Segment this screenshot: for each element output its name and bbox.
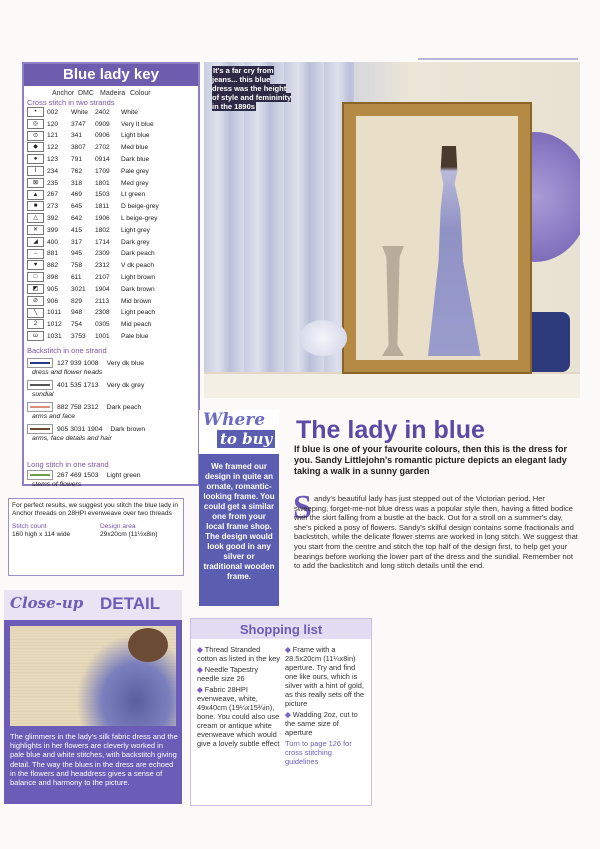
key-row [27, 249, 155, 259]
line-stitch-row [27, 424, 145, 434]
madeira-code: 2312 [95, 262, 110, 270]
madeira-code: 2107 [95, 273, 110, 281]
dmc-code: 758 [71, 262, 83, 270]
key-row [27, 166, 149, 176]
line-swatch [27, 402, 53, 412]
dmc-code: 611 [71, 273, 82, 281]
line-stitch-use: arms, face details and hair [32, 435, 112, 442]
colour-name: Dark blue [121, 155, 150, 163]
anchor-code: 234 [47, 167, 59, 175]
line-swatch [27, 380, 53, 390]
closeup-title-italic: Close-up [10, 594, 84, 612]
header-anchor: Anchor [52, 90, 75, 97]
key-symbol: ✕ [27, 225, 44, 235]
key-row [27, 178, 149, 188]
article-intro: If blue is one of your favourite colours, then this is the dress for you. Sandy Littlejohn's romantic picture depicts an elegant lady taking a walk in a sunny garden [294, 444, 568, 476]
key-row [27, 272, 155, 282]
stitch-count-value: 160 high x 114 wide [12, 531, 71, 539]
sundial-image [382, 246, 404, 356]
where-to-buy-title-1: Where [203, 410, 266, 430]
photo-caption: It's a far cry from jeans... this blue dress was the height of style and femininity in the 1890s [212, 66, 292, 111]
key-row [27, 107, 138, 117]
colour-name: Dark peach [106, 403, 142, 411]
dmc-code: 415 [71, 226, 83, 234]
header-colour: Colour [130, 90, 151, 97]
top-rule [418, 58, 578, 60]
dmc-code: 945 [71, 250, 83, 258]
madeira-code: 1801 [95, 179, 110, 187]
framed-picture-photo [204, 62, 580, 398]
white-flowers-image [299, 320, 347, 356]
dmc-code: 3021 [71, 285, 86, 293]
colour-name: Mid brown [121, 297, 152, 305]
colour-name: Very lt blue [121, 120, 154, 128]
key-symbol: − [27, 249, 44, 259]
madeira-code: 0906 [95, 132, 110, 140]
colour-name: Dark brown [121, 285, 155, 293]
key-row [27, 154, 149, 164]
article-body: andy's beautiful lady has just stepped out of the Victorian period. Her sweeping, forget-me-not blue dress was a popular style then, having a fitted bodice with the skirt falling from a bustle at the back. Out for a stroll on a summer's day, she's picked a posy of flowers. Sandy's skilful design contains some fractionals and backstitch, while the delicate flower stems are worked in long stitch. We suggest that you start from the centre and stitch the top half of the design first, to help get your bearings before working the lower part of the dress and the sundial. Remember not to add the backstitch and long stitch details until the end. [294, 494, 578, 571]
colour-name: Pale blue [121, 332, 149, 340]
design-area-label: Design area [100, 522, 136, 530]
colour-name: Lt green [121, 191, 146, 199]
madeira-code: 2308 [95, 309, 110, 317]
madeira-code: 2309 [95, 250, 110, 258]
key-symbol: ⊘ [27, 296, 44, 306]
anchor-code: 881 [47, 250, 59, 258]
thread-codes: 267 469 1503 [57, 471, 99, 479]
colour-name: Light peach [121, 309, 156, 317]
dmc-code: 642 [71, 214, 83, 222]
closeup-detail-box [4, 590, 182, 804]
colour-name: Pale grey [121, 167, 149, 175]
colour-name: Light blue [121, 132, 150, 140]
key-symbol: ◢ [27, 237, 44, 247]
madeira-code: 2702 [95, 144, 110, 152]
dmc-code: 754 [71, 321, 83, 329]
anchor-code: 122 [47, 144, 59, 152]
key-symbol: • [27, 107, 44, 117]
key-row [27, 237, 150, 247]
thread-codes: 905 3031 1904 [57, 425, 103, 433]
key-row [27, 213, 157, 223]
shopping-item: ◆ Fabric 28HPI evenweave, white, 49x40cm (19¼x15¾in), bone. You could also use cream or antique white evenweave which would give a lovely subtle effect [197, 685, 280, 748]
closeup-header [4, 590, 182, 620]
key-row [27, 260, 154, 270]
madeira-code: 2113 [95, 297, 110, 305]
colour-name: Dark grey [121, 238, 150, 246]
shopping-list-box [190, 618, 372, 806]
key-row [27, 119, 154, 129]
colour-name: Light grey [121, 226, 150, 234]
backstitch-label: Backstitch in one strand [27, 346, 107, 355]
closeup-title-bold: DETAIL [100, 594, 161, 613]
header-madeira: Madeira [100, 90, 126, 97]
key-row [27, 142, 148, 152]
where-to-buy-box [199, 412, 279, 606]
anchor-code: 002 [47, 108, 59, 116]
colour-name: D beige-grey [121, 203, 159, 211]
anchor-code: 399 [47, 226, 59, 234]
madeira-code: 1001 [95, 332, 110, 340]
madeira-code: 1709 [95, 167, 110, 175]
anchor-code: 235 [47, 179, 59, 187]
turn-to-page-note: Turn to page 126 for cross stitching guidelines [285, 739, 352, 766]
colour-name: Dark brown [110, 425, 146, 433]
dmc-code: 3807 [71, 144, 86, 152]
key-symbol: ◩ [27, 284, 44, 294]
shopping-list-title: Shopping list [191, 619, 371, 639]
line-stitch-use: stems of flowers [32, 481, 82, 488]
key-row [27, 296, 151, 306]
key-column-headers [52, 90, 151, 97]
line-swatch [27, 424, 53, 434]
anchor-code: 121 [47, 132, 59, 140]
madeira-code: 1906 [95, 214, 110, 222]
closeup-stitch-image [10, 626, 176, 726]
key-row [27, 308, 155, 318]
key-row [27, 319, 151, 329]
key-symbol: ◎ [27, 119, 44, 129]
line-swatch [27, 470, 53, 480]
dmc-code: 762 [71, 167, 83, 175]
dmc-code: White [71, 108, 88, 116]
madeira-code: 1802 [95, 226, 110, 234]
colour-name: White [121, 108, 138, 116]
key-symbol: △ [27, 213, 44, 223]
dmc-code: 3753 [71, 332, 86, 340]
shopping-item: ◆ Frame with a 28.5x20cm (11¼x8in) aperture. Try and find one like ours, which is silver with a hint of gold, as this really sets off the picture [285, 645, 365, 708]
key-symbol: ▲ [27, 190, 44, 200]
dmc-code: 469 [71, 191, 83, 199]
madeira-code: 0914 [95, 155, 110, 163]
shopping-item: ◆ Thread Stranded cotton as listed in the key [197, 645, 280, 663]
line-stitch-row [27, 470, 141, 480]
where-to-buy-text: We framed our design in quite an ornate, romantic-looking frame. You could get a similar one from your local frame shop. The design would look good in any silver or traditional wooden frame. [203, 462, 275, 581]
anchor-code: 267 [47, 191, 59, 199]
anchor-code: 882 [47, 262, 59, 270]
key-symbol: ╲ [27, 308, 44, 318]
anchor-code: 906 [47, 297, 59, 305]
dmc-code: 948 [71, 309, 83, 317]
madeira-code: 0909 [95, 120, 110, 128]
anchor-code: 392 [47, 214, 59, 222]
anchor-code: 273 [47, 203, 59, 211]
key-symbol: ♥ [27, 260, 44, 270]
shopping-col-2 [285, 645, 365, 768]
where-to-buy-header [199, 410, 279, 454]
stitch-count-label: Stitch count [12, 522, 47, 530]
colour-name: Light brown [121, 273, 156, 281]
dmc-code: 829 [71, 297, 83, 305]
tip-text: For perfect results, we suggest you stitch the blue lady in Anchor threads on 28HPI evenweave over two threads [12, 502, 179, 518]
madeira-code: 2402 [95, 108, 110, 116]
anchor-code: 1031 [47, 332, 62, 340]
colour-name: L beige-grey [121, 214, 158, 222]
thread-codes: 401 535 1713 [57, 381, 99, 389]
stitch-info [12, 523, 180, 540]
lady-figure-image [414, 146, 484, 356]
closeup-hair-image [128, 628, 168, 662]
line-swatch [27, 358, 53, 368]
key-symbol: ⊙ [27, 131, 44, 141]
line-stitch-use: arms and face [32, 413, 76, 420]
line-stitch-row [27, 380, 144, 390]
colour-name: Very dk grey [106, 381, 145, 389]
anchor-code: 1012 [47, 321, 62, 329]
dmc-code: 317 [71, 238, 83, 246]
key-row [27, 131, 150, 141]
anchor-code: 120 [47, 120, 59, 128]
madeira-code: 0305 [95, 321, 110, 329]
line-stitch-row [27, 402, 141, 412]
key-row [27, 190, 145, 200]
key-symbol: ● [27, 154, 44, 164]
dmc-code: 791 [71, 155, 83, 163]
anchor-code: 123 [47, 155, 59, 163]
colour-name: Very dk blue [106, 359, 144, 367]
colour-name: Dark peach [121, 250, 155, 258]
shopping-item: ◆ Wadding 2oz, cut to the same size of aperture [285, 710, 358, 737]
key-symbol: ω [27, 331, 44, 341]
madeira-code: 1714 [95, 238, 110, 246]
colour-name: Med grey [121, 179, 149, 187]
thread-codes: 127 939 1008 [57, 359, 99, 367]
key-title: Blue lady key [24, 64, 198, 86]
shelf-image [204, 372, 580, 398]
drop-cap: S [293, 489, 312, 526]
anchor-code: 400 [47, 238, 59, 246]
colour-name: Mid peach [121, 321, 152, 329]
madeira-code: 1811 [95, 203, 110, 211]
shopping-col-1 [197, 645, 281, 750]
key-row [27, 225, 150, 235]
anchor-code: 898 [47, 273, 59, 281]
thread-codes: 882 758 2312 [57, 403, 99, 411]
dmc-code: 645 [71, 203, 83, 211]
colour-name: Med blue [121, 144, 149, 152]
closeup-text: The glimmers in the lady's silk fabric dress and the highlights in her flowers are cleverly worked in pale blue and white stitches, with backstitch giving detail. The way the blues in the dress are echoed in the flowers and headdress gives a sense of balance and harmony to the picture. [10, 732, 178, 788]
key-symbol: I [27, 166, 44, 176]
gold-frame-image [344, 104, 530, 372]
colour-name: Light green [106, 471, 141, 479]
key-symbol: □ [27, 272, 44, 282]
where-to-buy-title-2: to buy [217, 430, 275, 448]
shopping-item: ◆ Needle Tapestry needle size 26 [197, 665, 259, 683]
key-row [27, 284, 155, 294]
tip-box [8, 498, 184, 576]
madeira-code: 1904 [95, 285, 110, 293]
stitch-key-panel [22, 62, 200, 486]
anchor-code: 1011 [47, 309, 62, 317]
cross-stitch-label: Cross stitch in two strands [27, 98, 115, 107]
key-symbol: ⊠ [27, 178, 44, 188]
key-row [27, 331, 149, 341]
key-symbol: ◆ [27, 142, 44, 152]
key-symbol: ■ [27, 201, 44, 211]
dmc-code: 341 [71, 132, 83, 140]
dmc-code: 318 [71, 179, 83, 187]
line-stitch-use: dress and flower heads [32, 369, 103, 376]
article-title: The lady in blue [296, 416, 485, 444]
longstitch-label: Long stitch in one strand [27, 460, 109, 469]
line-stitch-use: sundial [32, 391, 54, 398]
madeira-code: 1503 [95, 191, 110, 199]
line-stitch-row [27, 358, 144, 368]
colour-name: V dk peach [121, 262, 154, 270]
anchor-code: 905 [47, 285, 59, 293]
key-symbol: 2 [27, 319, 44, 329]
dmc-code: 3747 [71, 120, 86, 128]
header-dmc: DMC [78, 90, 94, 97]
key-row [27, 201, 159, 211]
design-area-value: 29x20cm (11½x8in) [100, 531, 158, 539]
